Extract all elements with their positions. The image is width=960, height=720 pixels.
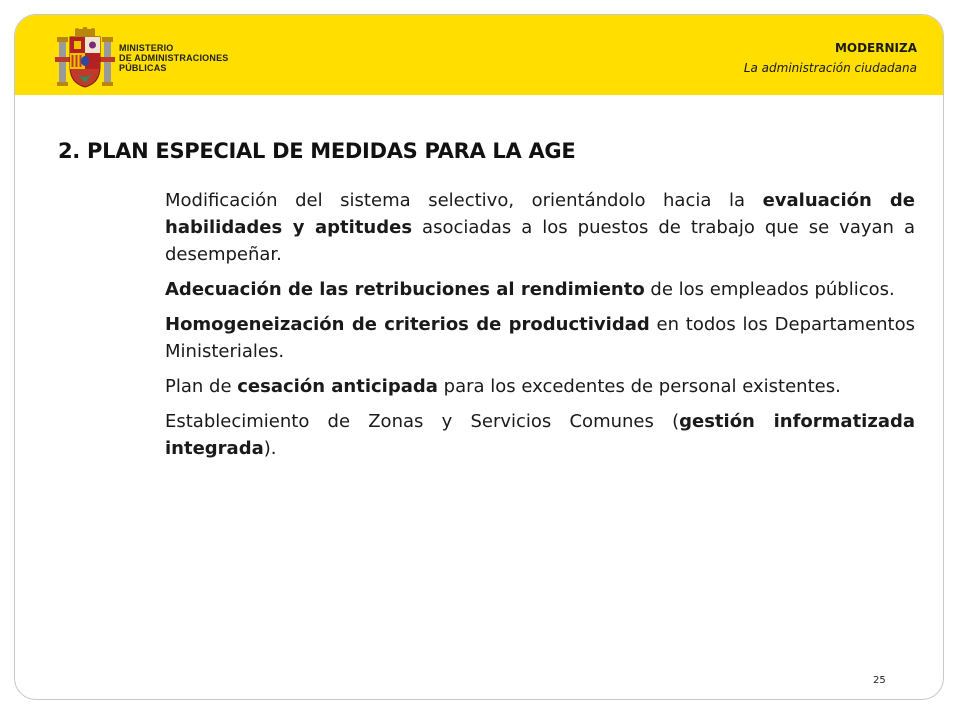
measure-text: Modificación del sistema selectivo, orientándolo hacia la bbox=[165, 190, 763, 211]
brand-tagline: La administración ciudadana bbox=[743, 61, 917, 75]
measure-item bbox=[165, 187, 915, 268]
ministry-line: DE ADMINISTRACIONES bbox=[119, 53, 229, 63]
measure-text: ). bbox=[263, 438, 277, 459]
ministry-line: MINISTERIO bbox=[119, 43, 174, 53]
measure-item bbox=[165, 311, 915, 365]
page-number: 25 bbox=[873, 675, 886, 686]
measure-highlight: Adecuación de las retribuciones al rendimiento bbox=[165, 279, 645, 300]
ministry-name bbox=[119, 43, 228, 73]
measure-highlight: evaluación de habilidades y aptitudes bbox=[165, 190, 916, 238]
brand-name: MODERNIZA bbox=[834, 41, 917, 55]
measure-text: para los excedentes de personal existentes. bbox=[437, 376, 841, 397]
brand-block bbox=[744, 41, 917, 76]
measure-highlight: cesación anticipada bbox=[237, 376, 438, 397]
ministry-line: PÚBLICAS bbox=[119, 63, 167, 73]
measure-text: Plan de bbox=[165, 376, 238, 397]
measure-text: en todos los Departamentos Ministeriales. bbox=[165, 314, 915, 362]
measures-list bbox=[165, 187, 915, 470]
measure-highlight: gestión informatizada integrada bbox=[165, 411, 916, 459]
header-band bbox=[15, 15, 943, 95]
slide bbox=[14, 14, 944, 700]
coat-of-arms-icon bbox=[55, 27, 115, 91]
measure-text: asociadas a los puestos de trabajo que se vayan a desempeñar. bbox=[165, 217, 915, 265]
section-title: 2. PLAN ESPECIAL DE MEDIDAS PARA LA AGE bbox=[58, 139, 576, 163]
measure-item bbox=[165, 276, 915, 303]
measure-item bbox=[165, 408, 915, 462]
measure-item bbox=[165, 373, 915, 400]
measure-text: de los empleados públicos. bbox=[644, 279, 895, 300]
measure-text: Establecimiento de Zonas y Servicios Comunes ( bbox=[165, 411, 680, 432]
measure-highlight: Homogeneización de criterios de productividad bbox=[165, 314, 650, 335]
